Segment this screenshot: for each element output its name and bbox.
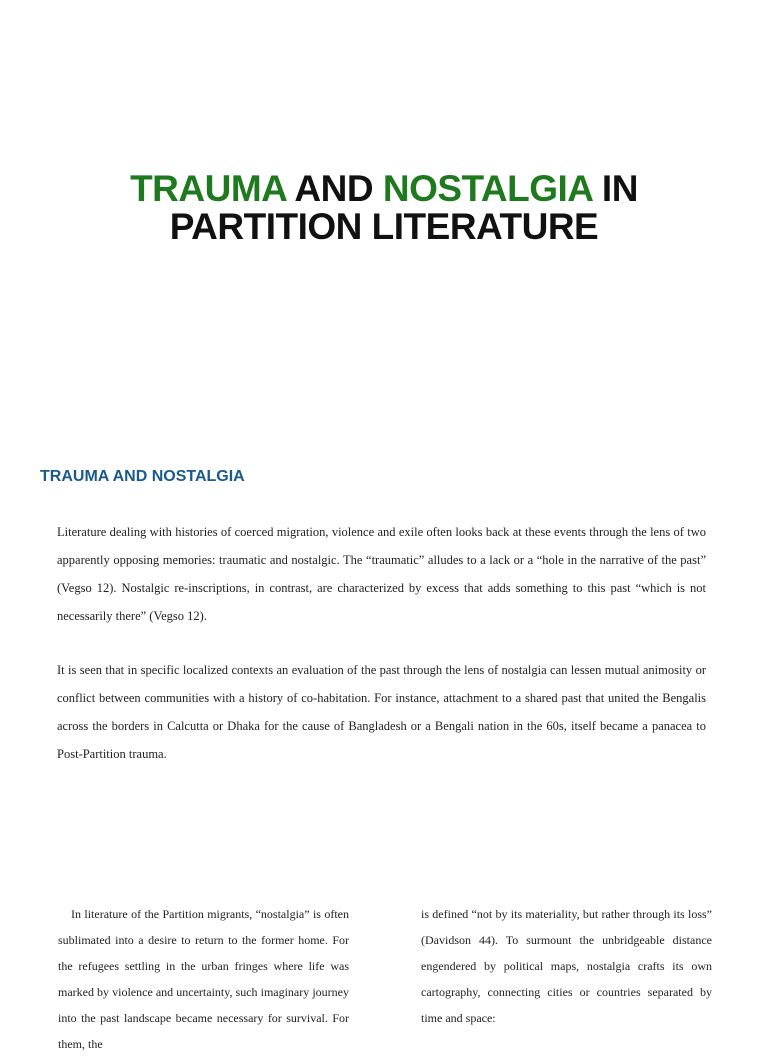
title-word-trauma: TRAUMA	[130, 167, 287, 209]
body-paragraph-2: It is seen that in specific localized contexts an evaluation of the past through the lens of nostalgia can lessen mutual animosity or conflict between communities with a history of co-habitation. For instance, attachment to a shared past that united the Bengalis across the borders in Calcutta or Dhaka for the cause of Bangladesh or a Bengali nation in the 60s, itself became a panacea to Post-Partition trauma.	[57, 663, 706, 761]
column-right-text: is defined “not by its materiality, but rather through its loss” (Davidson 44). To surmount the unbridgeable distance engendered by political maps, nostalgia crafts its own cartography, connecting cities or countries separated by time and space:	[421, 907, 712, 1025]
column-left-text: In literature of the Partition migrants, “nostalgia” is often sublimated into a desire to return to the former home. For the refugees settling in the urban fringes where life was marked by violence and uncertainty, such imaginary journey into the past landscape became necessary for survival. For them, the	[58, 907, 349, 1051]
title-word-in: IN	[592, 167, 638, 209]
title-line-2: PARTITION LITERATURE	[169, 205, 599, 247]
document-title	[0, 167, 768, 247]
title-word-and: AND	[286, 167, 383, 209]
body-paragraph-1: Literature dealing with histories of coerced migration, violence and exile often looks back at these events through the lens of two apparently opposing memories: traumatic and nostalgic. The “traumatic” alludes to a lack or a “hole in the narrative of the past” (Vegso 12). Nostalgic re-inscriptions, in contrast, are characterized by excess that adds something to this past “which is not necessarily there” (Vegso 12).	[57, 525, 706, 623]
title-word-nostalgia: NOSTALGIA	[382, 167, 593, 209]
section-heading: TRAUMA AND NOSTALGIA	[40, 468, 245, 485]
